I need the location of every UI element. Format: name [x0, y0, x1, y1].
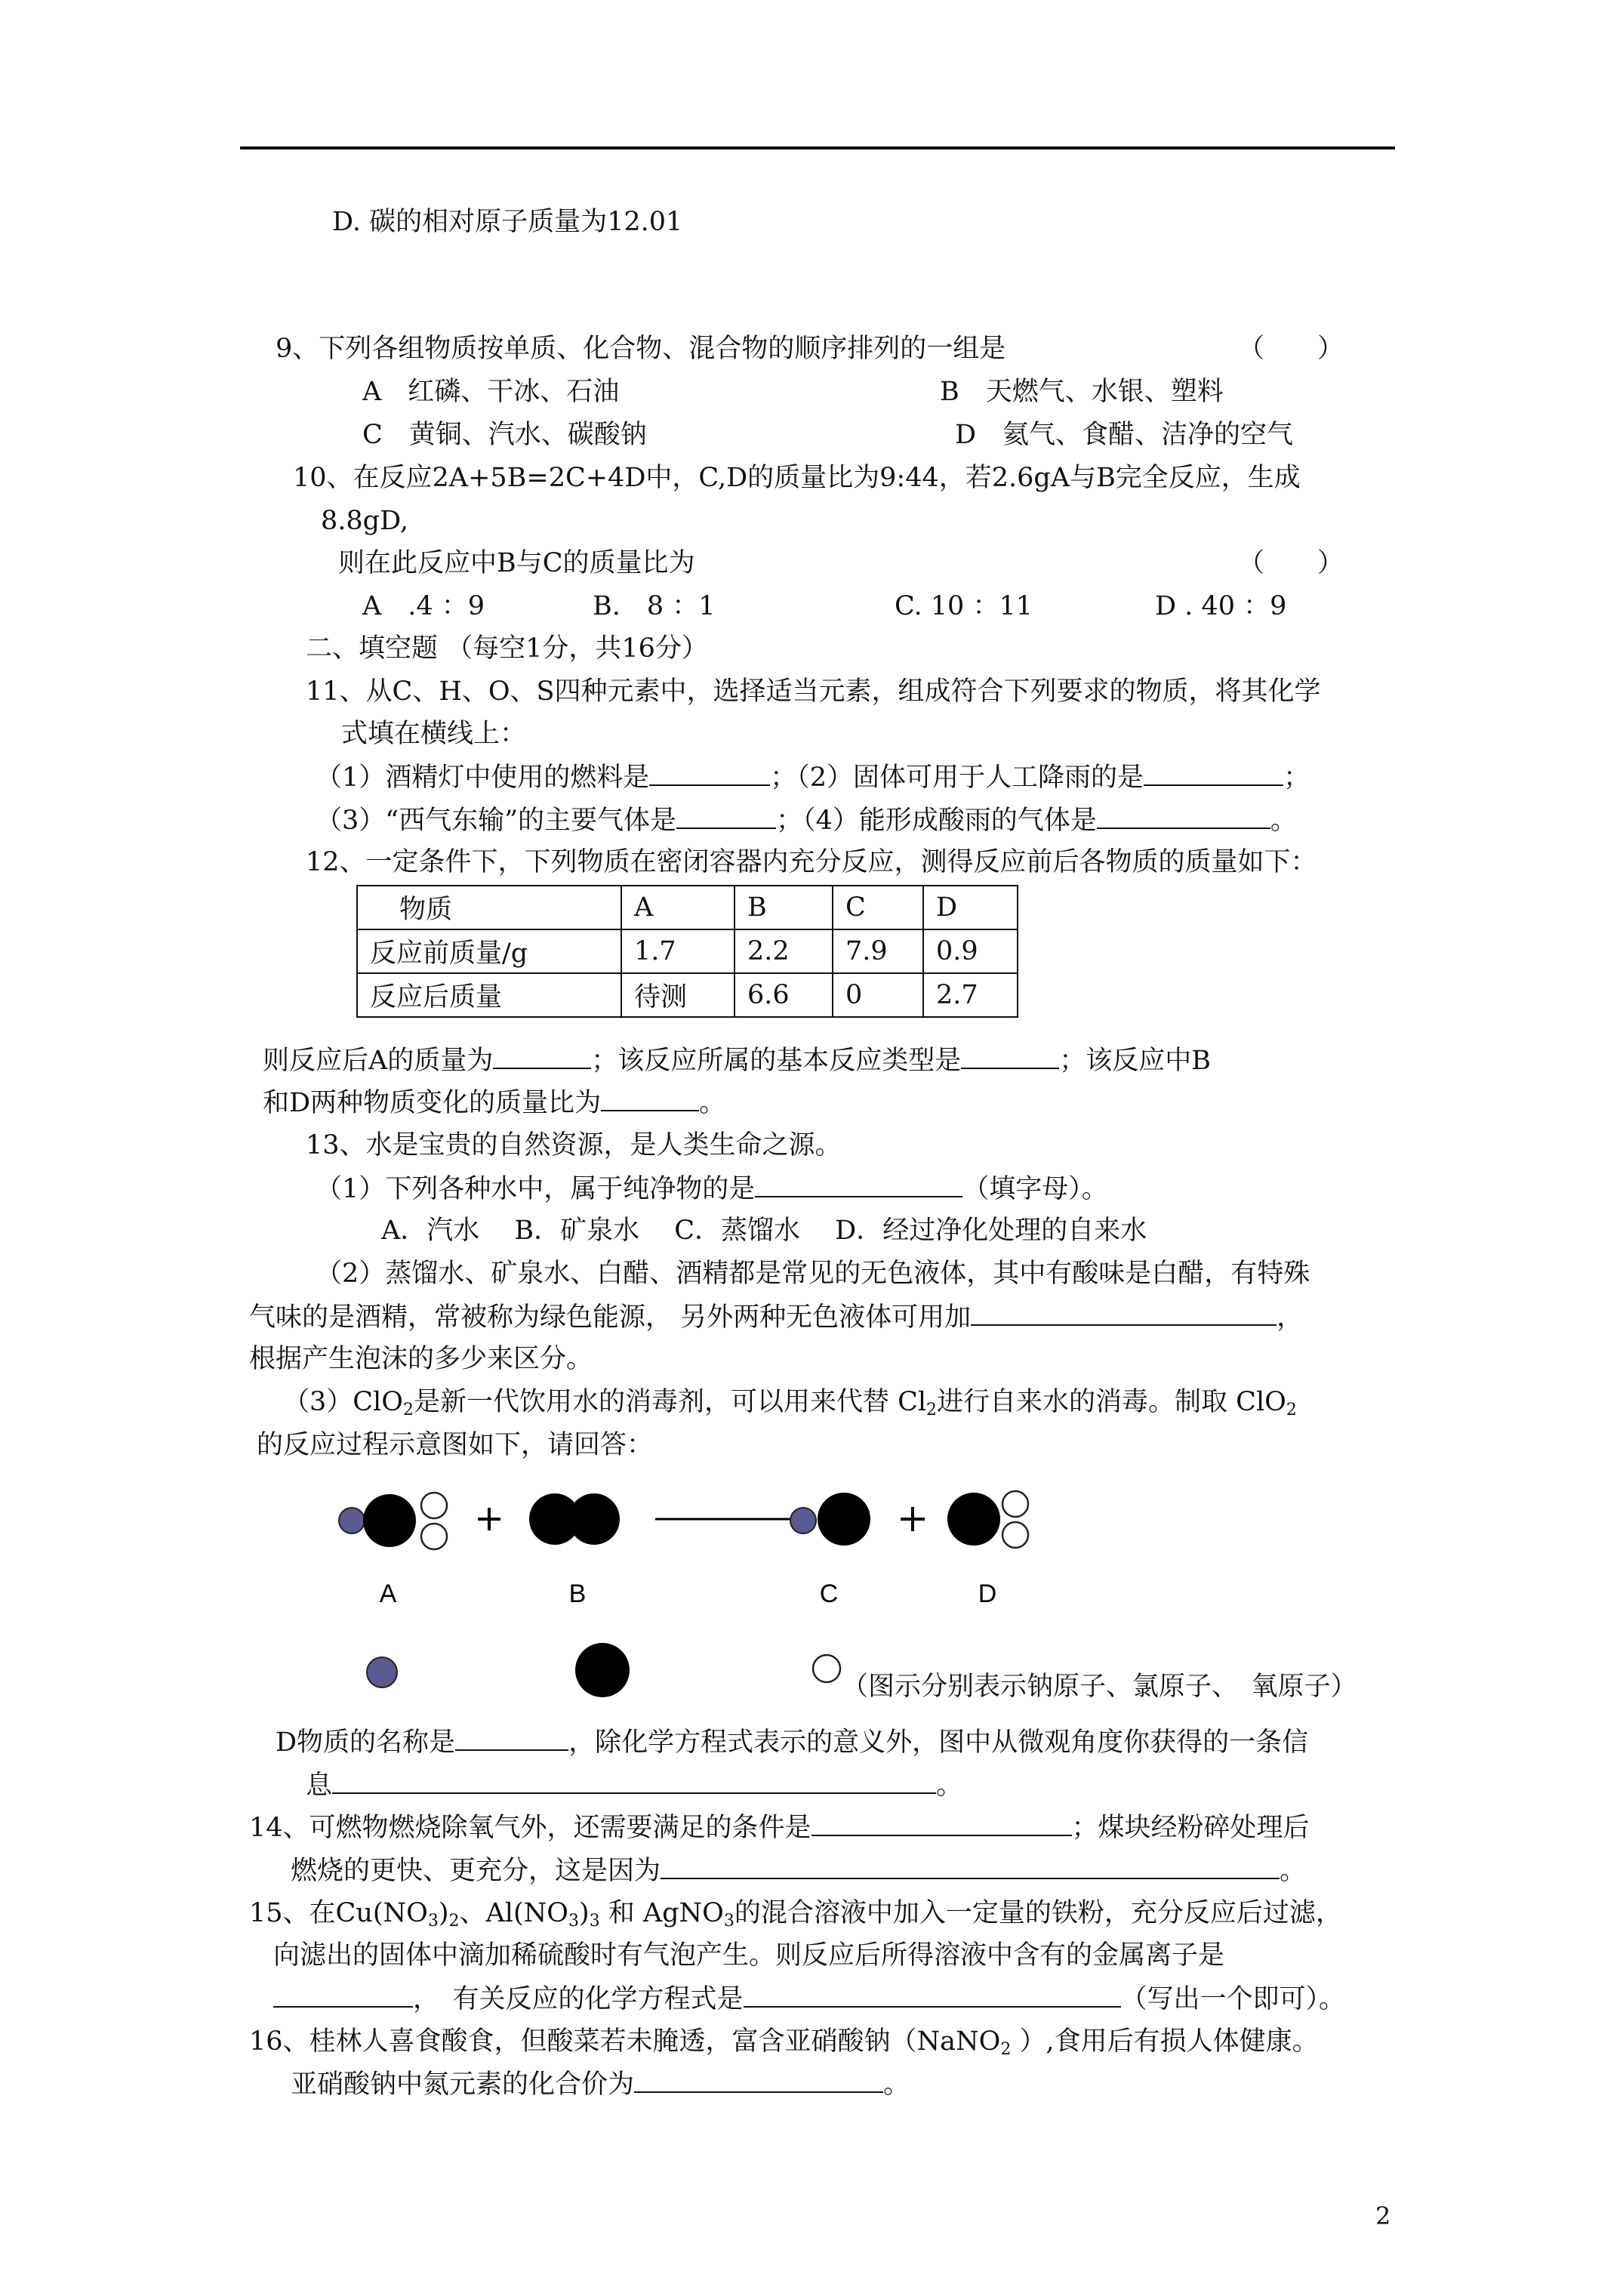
q10-option-d: D . 40 ：9 [1155, 591, 1287, 621]
oxygen-atom-icon [421, 1524, 447, 1549]
q10-answer-paren: （ ） [1238, 548, 1344, 578]
table-cell: 7.9 [833, 929, 923, 973]
answer-blank[interactable] [649, 760, 770, 786]
q12-part3: ；该反应中B [1059, 1046, 1212, 1076]
answer-blank[interactable] [493, 1043, 591, 1069]
q13-p1-text: （1）下列各种水中，属于纯净物的是 [316, 1174, 756, 1204]
q16-t1: 16、桂林人喜食酸食，但酸菜若未腌透，富含亚硝酸钠（NaNO [249, 2026, 1001, 2057]
q15-t8: （写出一个即可）。 [1120, 1984, 1346, 2014]
q13-p2-text: 气味的是酒精，常被称为绿色能源， 另外两种无色液体可用加 [249, 1302, 972, 1333]
q11-part4: ；（4）能形成酸雨的气体是 [776, 806, 1097, 836]
q13-p2-line1: （2）蒸馏水、矿泉水、白醋、酒精都是常见的无色液体，其中有酸味是白醋，有特殊 [316, 1259, 1310, 1289]
answer-blank[interactable] [812, 1811, 1072, 1836]
q11-part2: ；（2）固体可用于人工降雨的是 [770, 763, 1144, 793]
q15-line1 [249, 1897, 1342, 1930]
q14-text2: ；煤块经粉碎处理后 [1071, 1813, 1310, 1843]
q14-line2 [291, 1854, 1306, 1888]
subscript: 2 [926, 1401, 938, 1419]
q8-option-d: D. 碳的相对原子质量为12.01 [332, 207, 683, 237]
q15-t7: ， 有关反应的化学方程式是 [413, 1984, 744, 2014]
q14-period: 。 [1280, 1856, 1307, 1886]
q12-stem: 12、一定条件下，下列物质在密闭容器内充分反应，测得反应前后各物质的质量如下： [306, 847, 1317, 877]
chlorine-atom-icon [575, 1643, 630, 1697]
q13-options: A．汽水 B．矿泉水 C．蒸馏水 D．经过净化处理的自来水 [381, 1216, 1147, 1246]
q13-p3-t1: （3）ClO [283, 1387, 403, 1417]
q13-d-line2 [306, 1768, 962, 1802]
table-header-cell: 物质 [357, 886, 621, 929]
q15-t1: 15、在Cu(NO [249, 1898, 428, 1928]
q15-t5: 和 AgNO [599, 1898, 724, 1928]
subscript: 3 [589, 1912, 600, 1931]
page-number: 2 [1375, 2202, 1391, 2230]
molecule-label: D [978, 1579, 997, 1608]
sodium-atom-icon [339, 1508, 365, 1533]
table-cell: 反应前质量/g [357, 929, 621, 973]
q10-stem: 10、在反应2A+5B=2C+4D中，C,D的质量比为9:44，若2.6gA与B完全反应，生成 [293, 463, 1301, 493]
section-heading: 二、填空题 （每空1分，共16分） [306, 633, 708, 664]
q13-d-period: 。 [936, 1771, 963, 1801]
subscript: 3 [723, 1912, 735, 1931]
sodium-atom-icon [367, 1657, 397, 1687]
mass-table [356, 885, 1018, 1018]
q15-t2: ) [438, 1898, 449, 1928]
subscript: 2 [402, 1401, 414, 1419]
q10-question: 则在此反应中B与C的质量比为 [338, 548, 695, 578]
q14-text: 14、可燃物燃烧除氧气外，还需要满足的条件是 [249, 1813, 812, 1843]
q14-text3: 燃烧的更快、更充分，这是因为 [291, 1856, 661, 1886]
answer-blank[interactable] [961, 1043, 1059, 1069]
q15-line2: 向滤出的固体中滴加稀硫酸时有气泡产生。则反应后所得溶液中含有的金属离子是 [273, 1940, 1225, 1971]
chlorine-atom-icon [818, 1493, 870, 1546]
q9-option-a: A 红磷、干冰、石油 [362, 377, 620, 407]
answer-blank[interactable] [455, 1725, 568, 1751]
chlorine-atom-icon [947, 1493, 1000, 1546]
q11-line1 [316, 760, 1310, 794]
q13-d-text3: 息 [306, 1771, 333, 1801]
header-rule [240, 146, 1395, 149]
subscript: 3 [568, 1912, 579, 1931]
q13-p2-comma: ， [1277, 1302, 1304, 1333]
q9-option-d: D 氦气、食醋、洁净的空气 [955, 420, 1294, 450]
answer-blank[interactable] [634, 2067, 883, 2093]
q11-period: 。 [1270, 806, 1297, 836]
table-header-cell: A [621, 886, 735, 929]
answer-blank[interactable] [676, 803, 776, 829]
q16-t2: ）,食用后有损人体健康。 [1011, 2026, 1319, 2057]
reaction-diagram [325, 1465, 1064, 1616]
q13-stem: 13、水是宝贵的自然资源，是人类生命之源。 [306, 1130, 842, 1160]
table-cell: 2.7 [923, 973, 1018, 1017]
answer-blank[interactable] [744, 1982, 1121, 2008]
plus-sign [901, 1507, 925, 1531]
plus-sign [478, 1508, 500, 1530]
q10-option-a: A .4 ：9 [362, 591, 485, 621]
table-cell: 6.6 [735, 973, 833, 1017]
table-cell: 待测 [621, 973, 735, 1017]
q16-line2 [291, 2067, 910, 2101]
q16-period: 。 [883, 2069, 910, 2100]
molecule-label: A [379, 1579, 397, 1608]
answer-blank[interactable] [1144, 760, 1283, 786]
table-cell: 0.9 [923, 929, 1018, 973]
q13-p1 [316, 1172, 1108, 1206]
subscript: 2 [1000, 2040, 1012, 2059]
q12-part1: 则反应后A的质量为 [263, 1046, 494, 1076]
oxygen-atom-icon [1002, 1522, 1028, 1548]
q15-line3 [273, 1982, 1345, 2016]
answer-blank[interactable] [1097, 803, 1270, 829]
subscript: 2 [448, 1912, 460, 1931]
q13-p3-t3: 进行自来水的消毒。制取 ClO [937, 1387, 1286, 1417]
q12-answer-line2 [263, 1086, 725, 1120]
answer-blank[interactable] [971, 1300, 1277, 1326]
molecule-b [529, 1493, 620, 1545]
q10-option-c: C. 10 ：11 [895, 591, 1033, 621]
answer-blank[interactable] [661, 1854, 1280, 1879]
q11-stem: 11、从C、H、O、S四种元素中，选择适当元素，组成符合下列要求的物质，将其化学 [306, 676, 1321, 707]
sodium-atom-icon [790, 1508, 816, 1533]
q12-part4: 和D两种物质变化的质量比为 [263, 1088, 602, 1118]
table-header-row [357, 886, 1018, 929]
atom-legend [355, 1638, 853, 1699]
table-cell: 2.2 [735, 929, 833, 973]
molecule-c [790, 1493, 870, 1546]
oxygen-atom-icon [1002, 1491, 1028, 1517]
q9-stem: 9、下列各组物质按单质、化合物、混合物的顺序排列的一组是 [276, 334, 1006, 364]
answer-blank[interactable] [332, 1768, 936, 1794]
oxygen-atom-icon [813, 1655, 840, 1682]
table-header-cell: D [923, 886, 1018, 929]
q9-answer-paren: （ ） [1238, 334, 1344, 364]
q13-p3-t2: 是新一代饮用水的消毒剂，可以用来代替 Cl [413, 1387, 927, 1417]
q9-option-c: C 黄铜、汽水、碳酸钠 [362, 420, 647, 450]
reaction-arrow [655, 1514, 812, 1524]
q13-p2-line2 [249, 1300, 1303, 1334]
q11-semicolon: ； [1283, 763, 1310, 793]
q13-p2-line3: 根据产生泡沫的多少来区分。 [249, 1344, 593, 1374]
q11-part1: （1）酒精灯中使用的燃料是 [316, 763, 650, 793]
q16-line1 [249, 2025, 1319, 2058]
q12-part5: 。 [699, 1088, 726, 1118]
molecule-label: B [568, 1579, 587, 1608]
subscript: 2 [1286, 1401, 1297, 1419]
q16-t3: 亚硝酸钠中氮元素的化合价为 [291, 2069, 635, 2100]
q11-stem-cont: 式填在横线上： [341, 719, 527, 749]
table-row [357, 973, 1018, 1017]
table-row [357, 929, 1018, 973]
q15-t4: ) [578, 1898, 590, 1928]
q12-part2: ；该反应所属的基本反应类型是 [591, 1046, 962, 1076]
q11-line2 [316, 803, 1297, 837]
q13-d-line1 [276, 1725, 1308, 1759]
table-cell: 1.7 [621, 929, 735, 973]
answer-blank[interactable] [273, 1982, 413, 2008]
table-cell: 0 [833, 973, 923, 1017]
q12-answer-line1 [263, 1043, 1211, 1077]
answer-blank[interactable] [755, 1172, 962, 1197]
oxygen-atom-icon [421, 1493, 447, 1518]
answer-blank[interactable] [601, 1086, 699, 1111]
molecule-label: C [819, 1579, 839, 1608]
q14-line1 [249, 1811, 1310, 1845]
table-header-cell: B [735, 886, 833, 929]
molecule-a [339, 1493, 447, 1549]
table-header-cell: C [833, 886, 923, 929]
legend-caption: （图示分别表示钠原子、氯原子、 氧原子） [842, 1672, 1357, 1702]
q13-p3-line2: 的反应过程示意图如下，请回答： [257, 1430, 654, 1460]
q13-p3-line1 [283, 1385, 1297, 1419]
subscript: 3 [427, 1912, 439, 1931]
chlorine-atom-icon [363, 1494, 416, 1547]
q15-t3: 、Al(NO [459, 1898, 568, 1928]
q10-option-b: B. 8 ：1 [593, 591, 716, 621]
table-cell: 反应后质量 [357, 973, 621, 1017]
q13-d-text2: ，除化学方程式表示的意义外，图中从微观角度你获得的一条信 [568, 1727, 1309, 1758]
q13-p1-hint: （填字母）。 [962, 1174, 1108, 1204]
chlorine-atom-icon [568, 1493, 620, 1545]
molecule-d [947, 1491, 1028, 1548]
q15-t6: 的混合溶液中加入一定量的铁粉，充分反应后过滤， [734, 1898, 1342, 1928]
q9-option-b: B 天燃气、水银、塑料 [940, 377, 1224, 407]
q11-part3: （3）“西气东输”的主要气体是 [316, 806, 677, 836]
q10-stem-cont: 8.8gD, [321, 506, 409, 536]
q13-d-text: D物质的名称是 [276, 1727, 456, 1758]
